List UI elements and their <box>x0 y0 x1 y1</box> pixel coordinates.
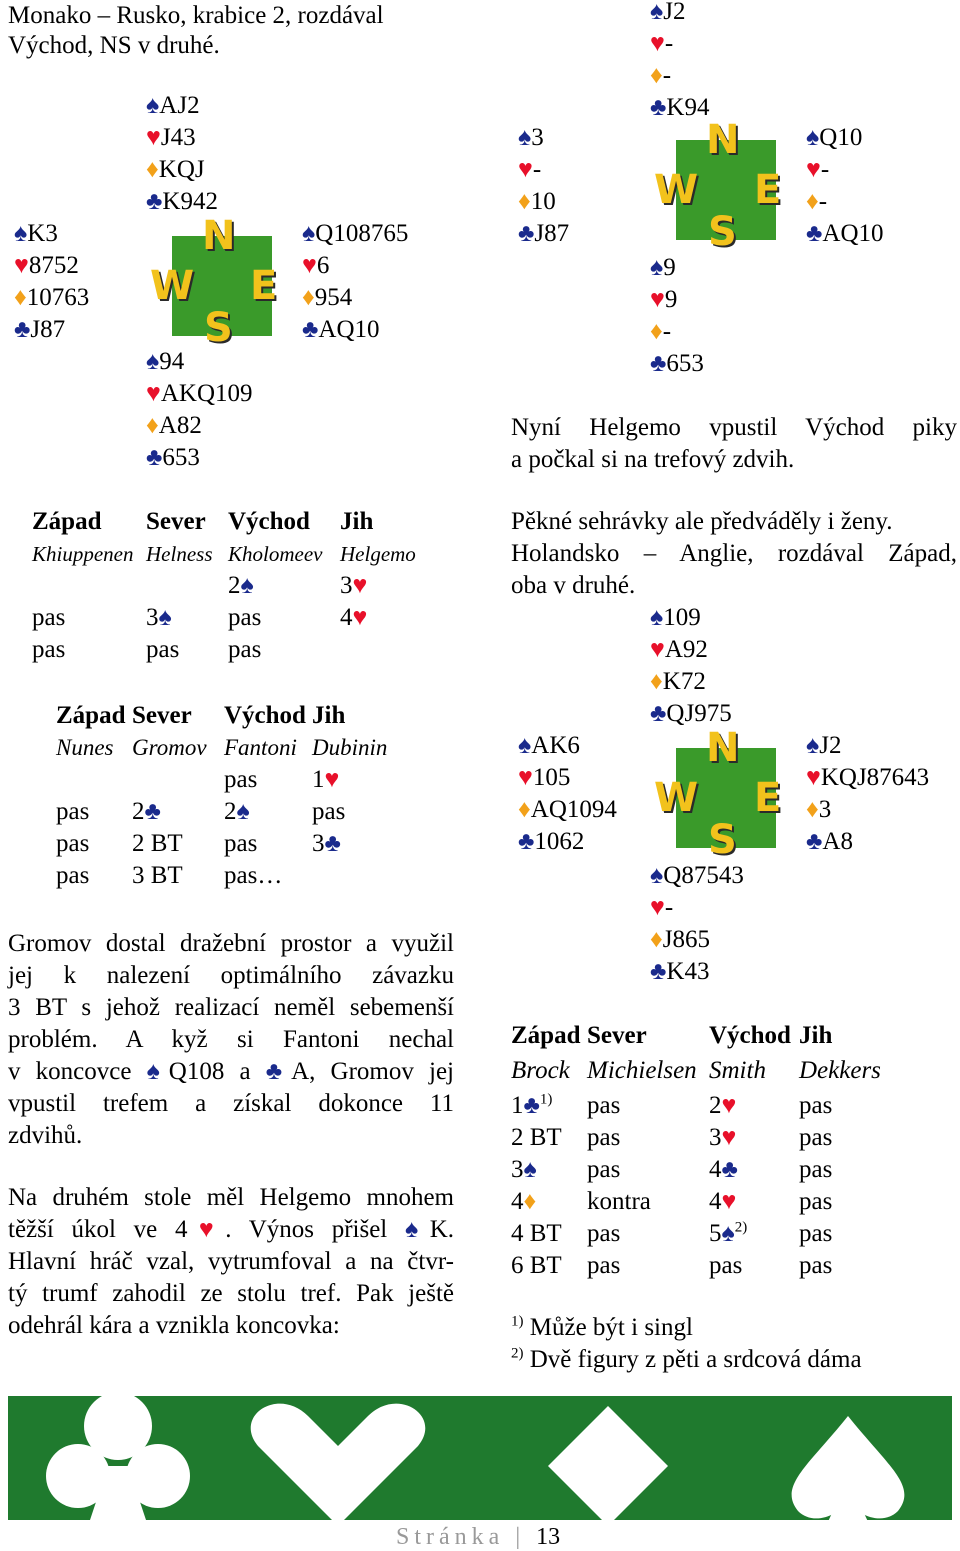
spade-icon: ♠ <box>240 572 254 599</box>
heart-icon: ♥ <box>187 1216 226 1243</box>
heart-icon: ♥ <box>650 894 665 921</box>
spade-icon: ♠ <box>523 1156 537 1183</box>
compass-south: S <box>708 817 737 863</box>
club-icon: ♣ <box>265 1058 292 1085</box>
heart-icon: ♥ <box>146 380 161 407</box>
deal1-north-hand: ♠AJ2 ♥J43 ♦KQJ ♣K942 <box>146 92 218 215</box>
spade-icon: ♠ <box>236 798 250 825</box>
heart-icon: ♥ <box>324 766 340 793</box>
footer-banner <box>8 1396 952 1520</box>
heart-icon: ♥ <box>721 1092 737 1119</box>
compass-rose <box>150 213 278 351</box>
diamond-icon: ♦ <box>14 284 27 311</box>
compass-north: N <box>706 725 740 771</box>
spade-icon: ♠ <box>806 124 820 151</box>
paragraph-women: Pěkné sehrávky ale předváděly i ženy. Holandsko – Anglie, rozdával Západ, oba v druhé. <box>511 508 957 599</box>
club-icon: ♣ <box>806 220 823 247</box>
heart-icon: ♥ <box>721 1124 737 1151</box>
club-icon: ♣ <box>324 830 341 857</box>
diamond-icon: ♦ <box>806 796 819 823</box>
heart-icon: ♥ <box>806 156 821 183</box>
heart-icon: ♥ <box>352 604 368 631</box>
auction-table-2: Západ Sever Východ Jih Nunes Gromov Fantoni Dubinin pas 1♥ pas 2♣ 2♠ pas pas 2 BT pas 3♣ pas 3 BT pas… <box>56 702 388 889</box>
diamond-icon: ♦ <box>146 156 159 183</box>
compass-north: N <box>202 213 236 259</box>
spade-icon: ♠ <box>146 92 160 119</box>
deal1-east-hand: ♠Q108765 ♥6 ♦954 ♣AQ10 <box>302 220 409 343</box>
auction-table-3: Západ Sever Východ Jih Brock Michielsen Smith Dekkers 1♣$^{1)}$ pas 2♥ pas 2 BT pas 3♥ pas 3♠ pas 4♣ pas 4♦ kontra 4♥ pas 4 BT pas 5♠$^{2)}$ pas 6 BT pas pas pas <box>511 1022 881 1279</box>
compass-west: W <box>150 263 195 309</box>
diamond-icon: ♦ <box>650 926 663 953</box>
suit-banner-graphic <box>8 1396 952 1520</box>
deal2-north-hand: ♠109 ♥A92 ♦K72 ♣QJ975 <box>650 604 732 727</box>
diamond-icon: ♦ <box>650 62 663 89</box>
diamond-icon: ♦ <box>302 284 315 311</box>
compass-north: N <box>706 117 740 163</box>
diamond-icon: ♦ <box>650 668 663 695</box>
diamond-icon: ♦ <box>518 188 531 215</box>
paragraph-helgemo: Na druhém stole měl Helgemo mnohem těžší úkol ve 4♥. Výnos přišel ♠K. Hlavní hráč vzal, vytrumfoval a na čtvr- tý trumf zahodil ze stolu tref. Pak ještě odehrál kára a vznikla koncovka: <box>8 1184 454 1339</box>
club-icon: ♣ <box>518 220 535 247</box>
compass-west: W <box>654 167 699 213</box>
heart-icon: ♥ <box>518 156 533 183</box>
spade-icon: ♠ <box>158 604 172 631</box>
club-icon: ♣ <box>650 700 667 727</box>
spade-icon: ♠ <box>404 1216 430 1243</box>
heart-icon: ♥ <box>721 1188 737 1215</box>
club-icon: ♣ <box>650 958 667 985</box>
club-icon: ♣ <box>523 1092 540 1119</box>
club-icon: ♣ <box>302 316 319 343</box>
page-footer: Stránka | 13 <box>396 1524 561 1550</box>
compass-south: S <box>708 209 737 255</box>
ending-west-hand: ♠3 ♥- ♦10 ♣J87 <box>518 124 570 247</box>
auction-table-1: Západ Sever Východ Jih Khiuppenen Helness Kholomeev Helgemo 2♠ 3♥ pas 3♠ pas 4♥ pas pas pas <box>32 508 416 663</box>
compass-rose <box>654 117 782 255</box>
heart-icon: ♥ <box>14 252 29 279</box>
spade-icon: ♠ <box>650 0 664 25</box>
spade-icon: ♠ <box>650 862 664 889</box>
ending-east-hand: ♠Q10 ♥- ♦- ♣AQ10 <box>806 124 884 247</box>
footnote-2: $^{2)}$ Dvě figury z pěti a srdcová dáma <box>511 1345 862 1373</box>
club-icon: ♣ <box>650 350 667 377</box>
club-icon: ♣ <box>518 828 535 855</box>
spade-icon: ♠ <box>146 348 160 375</box>
heart-icon: ♥ <box>302 252 317 279</box>
club-icon: ♣ <box>806 828 823 855</box>
heart-icon: ♥ <box>650 30 665 57</box>
club-icon: ♣ <box>721 1156 738 1183</box>
deal1-south-hand: ♠94 ♥AKQ109 ♦A82 ♣653 <box>146 348 253 471</box>
spade-icon: ♠ <box>302 220 316 247</box>
ending-south-hand: ♠9 ♥9 ♦- ♣653 <box>650 254 704 377</box>
club-icon: ♣ <box>650 94 667 121</box>
footnote-1: $^{1)}$ Může být i singl <box>511 1313 693 1341</box>
compass-east: E <box>754 775 782 821</box>
spade-icon: ♠ <box>14 220 28 247</box>
compass-rose <box>654 725 782 863</box>
intro-line-1: Monako – Rusko, krabice 2, rozdával <box>8 2 384 29</box>
diamond-icon: ♦ <box>146 412 159 439</box>
spade-icon: ♠ <box>518 124 532 151</box>
club-icon: ♣ <box>144 798 161 825</box>
compass-south: S <box>204 305 233 351</box>
deal1-west-hand: ♠K3 ♥8752 ♦10763 ♣J87 <box>14 220 90 343</box>
spade-icon: ♠ <box>146 1058 169 1085</box>
heart-icon: ♥ <box>352 572 368 599</box>
spade-icon: ♠ <box>650 254 664 281</box>
diamond-icon: ♦ <box>650 318 663 345</box>
club-icon: ♣ <box>146 444 163 471</box>
diamond-icon: ♦ <box>806 188 819 215</box>
compass-east: E <box>754 167 782 213</box>
deal2-east-hand: ♠J2 ♥KQJ87643 ♦3 ♣A8 <box>806 732 930 855</box>
diamond-icon: ♦ <box>518 796 531 823</box>
paragraph-ending: Nyní Helgemo vpustil Východ piky a počkal si na trefový zdvih. <box>511 414 957 473</box>
diamond-icon: ♦ <box>523 1188 537 1215</box>
spade-icon: ♠ <box>806 732 820 759</box>
paragraph-gromov: Gromov dostal dražební prostor a využil jej k nalezení optimálního závazku 3 BT s jehož realizací neměl sebemenší problém. A kyž si Fantoni nechal v koncovce ♠Q108 a ♣A, Gromov jej vpustil trefem a získal dokonce 11 zdvihů. <box>8 930 455 1149</box>
heart-icon: ♥ <box>650 286 665 313</box>
compass-east: E <box>250 263 278 309</box>
spade-icon: ♠ <box>518 732 532 759</box>
compass-west: W <box>654 775 699 821</box>
deal2-west-hand: ♠AK6 ♥105 ♦AQ1094 ♣1062 <box>518 732 617 855</box>
intro-line-2: Východ, NS v druhé. <box>8 32 220 59</box>
spade-icon: ♠ <box>721 1220 735 1247</box>
heart-icon: ♥ <box>650 636 665 663</box>
spade-icon: ♠ <box>650 604 664 631</box>
ending-north-hand: ♠J2 ♥- ♦- ♣K94 <box>650 0 710 121</box>
club-icon: ♣ <box>146 188 163 215</box>
heart-icon: ♥ <box>806 764 821 791</box>
club-icon: ♣ <box>14 316 31 343</box>
deal2-south-hand: ♠Q87543 ♥- ♦J865 ♣K43 <box>650 862 744 985</box>
heart-icon: ♥ <box>146 124 161 151</box>
heart-icon: ♥ <box>518 764 533 791</box>
